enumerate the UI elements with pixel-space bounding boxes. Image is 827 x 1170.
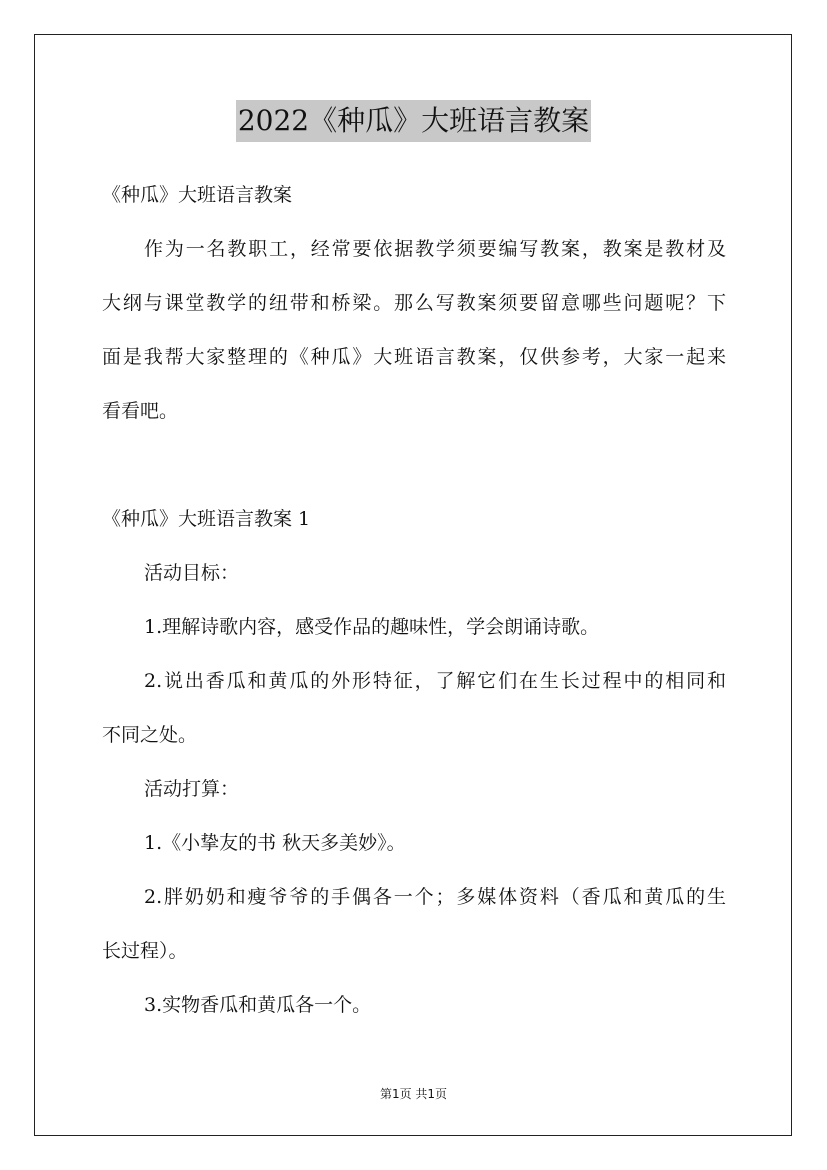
intro-line-2: 大纲与课堂教学的纽带和桥梁。那么写教案须要留意哪些问题呢？下 — [102, 292, 726, 314]
document-subtitle: 《种瓜》大班语言教案 — [102, 184, 293, 206]
document-title: 2022《种瓜》大班语言教案 — [236, 100, 591, 142]
goals-label: 活动目标： — [144, 562, 240, 584]
prep-item-3: 3.实物香瓜和黄瓜各一个。 — [144, 994, 372, 1016]
prep-label: 活动打算： — [144, 778, 240, 800]
intro-line-4: 看看吧。 — [102, 400, 179, 422]
prep-item-1: 1.《小挚友的书 秋天多美妙》。 — [144, 832, 406, 854]
prep-item-2-line-2: 长过程）。 — [102, 940, 188, 962]
goal-item-1: 1.理解诗歌内容，感受作品的趣味性，学会朗诵诗歌。 — [144, 616, 600, 638]
intro-line-3: 面是我帮大家整理的《种瓜》大班语言教案，仅供参考，大家一起来 — [102, 346, 726, 368]
page-footer: 第1页 共1页 — [379, 1087, 448, 1101]
goal-item-2-line-2: 不同之处。 — [102, 724, 198, 746]
section-heading: 《种瓜》大班语言教案 1 — [102, 508, 311, 530]
prep-item-2-line-1: 2.胖奶奶和瘦爷爷的手偶各一个；多媒体资料（香瓜和黄瓜的生 — [144, 886, 726, 908]
title-container — [0, 100, 827, 142]
intro-line-1: 作为一名教职工，经常要依据教学须要编写教案，教案是教材及 — [144, 238, 726, 260]
goal-item-2-line-1: 2.说出香瓜和黄瓜的外形特征，了解它们在生长过程中的相同和 — [144, 670, 726, 692]
